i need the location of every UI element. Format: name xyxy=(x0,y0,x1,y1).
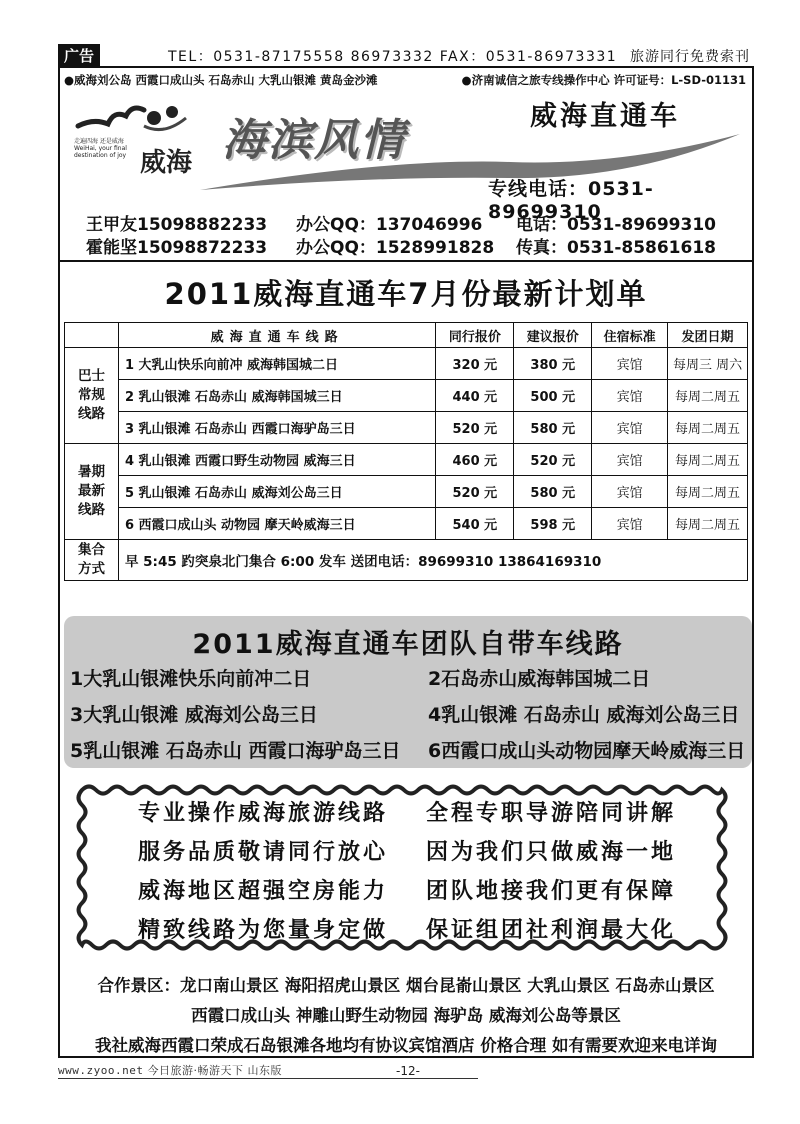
group-label-text: 巴士常规线路 xyxy=(77,368,105,422)
self-drive-item: 1大乳山银滩快乐向前冲二日 xyxy=(70,668,312,690)
contact-qq: 办公QQ：1528991828 xyxy=(296,238,495,258)
route-cell: 6 西霞口成山头 动物园 摩天岭威海三日 xyxy=(118,508,435,540)
self-drive-item: 2石岛赤山威海韩国城二日 xyxy=(428,668,651,690)
peer-price-cell: 540 元 xyxy=(436,508,514,540)
table-row xyxy=(65,540,748,581)
self-drive-item: 4乳山银滩 石岛赤山 威海刘公岛三日 xyxy=(428,704,740,726)
suggest-price-cell: 500 元 xyxy=(514,380,592,412)
suggest-price-cell: 580 元 xyxy=(514,412,592,444)
free-label: 旅游同行免费索刊 xyxy=(630,49,750,65)
table-header-row xyxy=(65,323,748,348)
route-cell: 3 乳山银滩 石岛赤山 西霞口海驴岛三日 xyxy=(118,412,435,444)
pitch-line: 服务品质敬请同行放心 xyxy=(138,840,389,865)
pitch-line: 全程专职导游陪同讲解 xyxy=(426,801,677,826)
ad-tag: 广告 xyxy=(58,44,100,68)
peer-price-cell: 520 元 xyxy=(436,412,514,444)
footer-slogan: 今日旅游·畅游天下 山东版 xyxy=(147,1064,282,1077)
suggest-price-cell: 580 元 xyxy=(514,476,592,508)
gather-label-text: 集合方式 xyxy=(77,542,105,577)
date-cell: 每周二周五 xyxy=(668,412,748,444)
license-line: ●济南诚信之旅专线操作中心 许可证号：L-SD-01131 xyxy=(461,73,746,87)
col-header-hotel: 住宿标准 xyxy=(592,323,668,348)
col-header-peer-price: 同行报价 xyxy=(436,323,514,348)
spots-line: ●威海刘公岛 西霞口成山头 石岛赤山 大乳山银滩 黄岛金沙滩 xyxy=(64,73,378,87)
hotel-cell: 宾馆 xyxy=(592,380,668,412)
self-drive-item: 5乳山银滩 石岛赤山 西霞口海驴岛三日 xyxy=(70,740,401,762)
hotel-cell: 宾馆 xyxy=(592,412,668,444)
self-drive-item: 6西霞口成山头动物园摩天岭威海三日 xyxy=(428,740,746,762)
contact-phone: 电话：0531-89699310 xyxy=(516,215,716,235)
self-drive-box xyxy=(64,616,752,768)
table-row xyxy=(65,380,748,412)
suggest-price-cell: 520 元 xyxy=(514,444,592,476)
peer-price-cell: 520 元 xyxy=(436,476,514,508)
date-cell: 每周二周五 xyxy=(668,476,748,508)
table-row xyxy=(65,348,748,380)
hotline: 专线电话：0531-89699310 xyxy=(488,178,654,223)
self-drive-item: 3大乳山银滩 威海刘公岛三日 xyxy=(70,704,318,726)
suggest-price-cell: 598 元 xyxy=(514,508,592,540)
hotel-cell: 宾馆 xyxy=(592,476,668,508)
pitch-line: 因为我们只做威海一地 xyxy=(426,840,677,865)
pitch-line: 保证组团社利润最大化 xyxy=(426,918,677,943)
hotel-cell: 宾馆 xyxy=(592,348,668,380)
logo-slogan: 走遍四海 还是威海 WeiHai, your final destination of joy xyxy=(74,138,127,159)
contact-qq: 办公QQ：137046996 xyxy=(296,215,483,235)
table-row xyxy=(65,508,748,540)
pitch-line: 精致线路为您量身定做 xyxy=(138,918,389,943)
date-cell: 每周二周五 xyxy=(668,444,748,476)
table-header-blank xyxy=(65,323,119,348)
date-cell: 每周二周五 xyxy=(668,380,748,412)
route-cell: 1 大乳山快乐向前冲 威海韩国城二日 xyxy=(118,348,435,380)
hotel-cell: 宾馆 xyxy=(592,444,668,476)
cooperation-line: 合作景区：龙口南山景区 海阳招虎山景区 烟台昆嵛山景区 大乳山景区 石岛赤山景区 xyxy=(97,976,715,995)
table-row xyxy=(65,412,748,444)
group-label-text: 暑期最新线路 xyxy=(77,464,105,518)
footer-rule xyxy=(58,1078,478,1079)
gather-label xyxy=(65,540,119,581)
group-label xyxy=(65,348,119,444)
table-row xyxy=(65,444,748,476)
col-header-date: 发团日期 xyxy=(668,323,748,348)
footer-site: www.zyoo.net xyxy=(58,1064,144,1077)
group-label xyxy=(65,444,119,540)
peer-price-cell: 440 元 xyxy=(436,380,514,412)
express-title: 威海直通车 xyxy=(530,101,680,132)
divider xyxy=(60,260,752,262)
contact-name: 王甲友15098882233 xyxy=(86,215,268,235)
weihai-logo-icon xyxy=(74,96,194,142)
pitch-line: 专业操作威海旅游线路 xyxy=(138,801,389,826)
banner-title: 海滨风情 xyxy=(222,115,406,166)
route-cell: 5 乳山银滩 石岛赤山 威海刘公岛三日 xyxy=(118,476,435,508)
cooperation-line: 我社威海西霞口荣成石岛银滩各地均有协议宾馆酒店 价格合理 如有需要欢迎来电详询 xyxy=(95,1036,717,1055)
cooperation-line: 西霞口成山头 神雕山野生动物园 海驴岛 威海刘公岛等景区 xyxy=(191,1006,621,1025)
footer xyxy=(58,1062,282,1078)
plan-title: 2011威海直通车7月份最新计划单 xyxy=(164,277,648,311)
hotel-cell: 宾馆 xyxy=(592,508,668,540)
route-cell: 2 乳山银滩 石岛赤山 威海韩国城三日 xyxy=(118,380,435,412)
logo-city: 威海 xyxy=(140,148,193,178)
pitch-line: 威海地区超强空房能力 xyxy=(138,879,389,904)
routes-table xyxy=(64,322,748,581)
page-number: -12- xyxy=(396,1064,420,1078)
route-cell: 4 乳山银滩 西霞口野生动物园 威海三日 xyxy=(118,444,435,476)
col-header-route: 威海直通车线路 xyxy=(118,323,435,348)
table-row xyxy=(65,476,748,508)
page-header xyxy=(58,44,754,67)
gather-text: 早 5:45 趵突泉北门集合 6:00 发车 送团电话：89699310 13864169310 xyxy=(118,540,747,581)
pitch-line: 团队地接我们更有保障 xyxy=(426,879,677,904)
contact-fax: 传真：0531-85861618 xyxy=(516,238,716,258)
peer-price-cell: 460 元 xyxy=(436,444,514,476)
date-cell: 每周二周五 xyxy=(668,508,748,540)
col-header-suggest-price: 建议报价 xyxy=(514,323,592,348)
suggest-price-cell: 380 元 xyxy=(514,348,592,380)
date-cell: 每周三 周六 xyxy=(668,348,748,380)
peer-price-cell: 320 元 xyxy=(436,348,514,380)
self-drive-title: 2011威海直通车团队自带车线路 xyxy=(192,629,624,660)
ad-frame xyxy=(58,66,754,1058)
contact-name: 霍能坚15098872233 xyxy=(86,238,268,258)
header-contact: TEL：0531-87175558 86973332 FAX：0531-86973331 xyxy=(168,49,618,65)
